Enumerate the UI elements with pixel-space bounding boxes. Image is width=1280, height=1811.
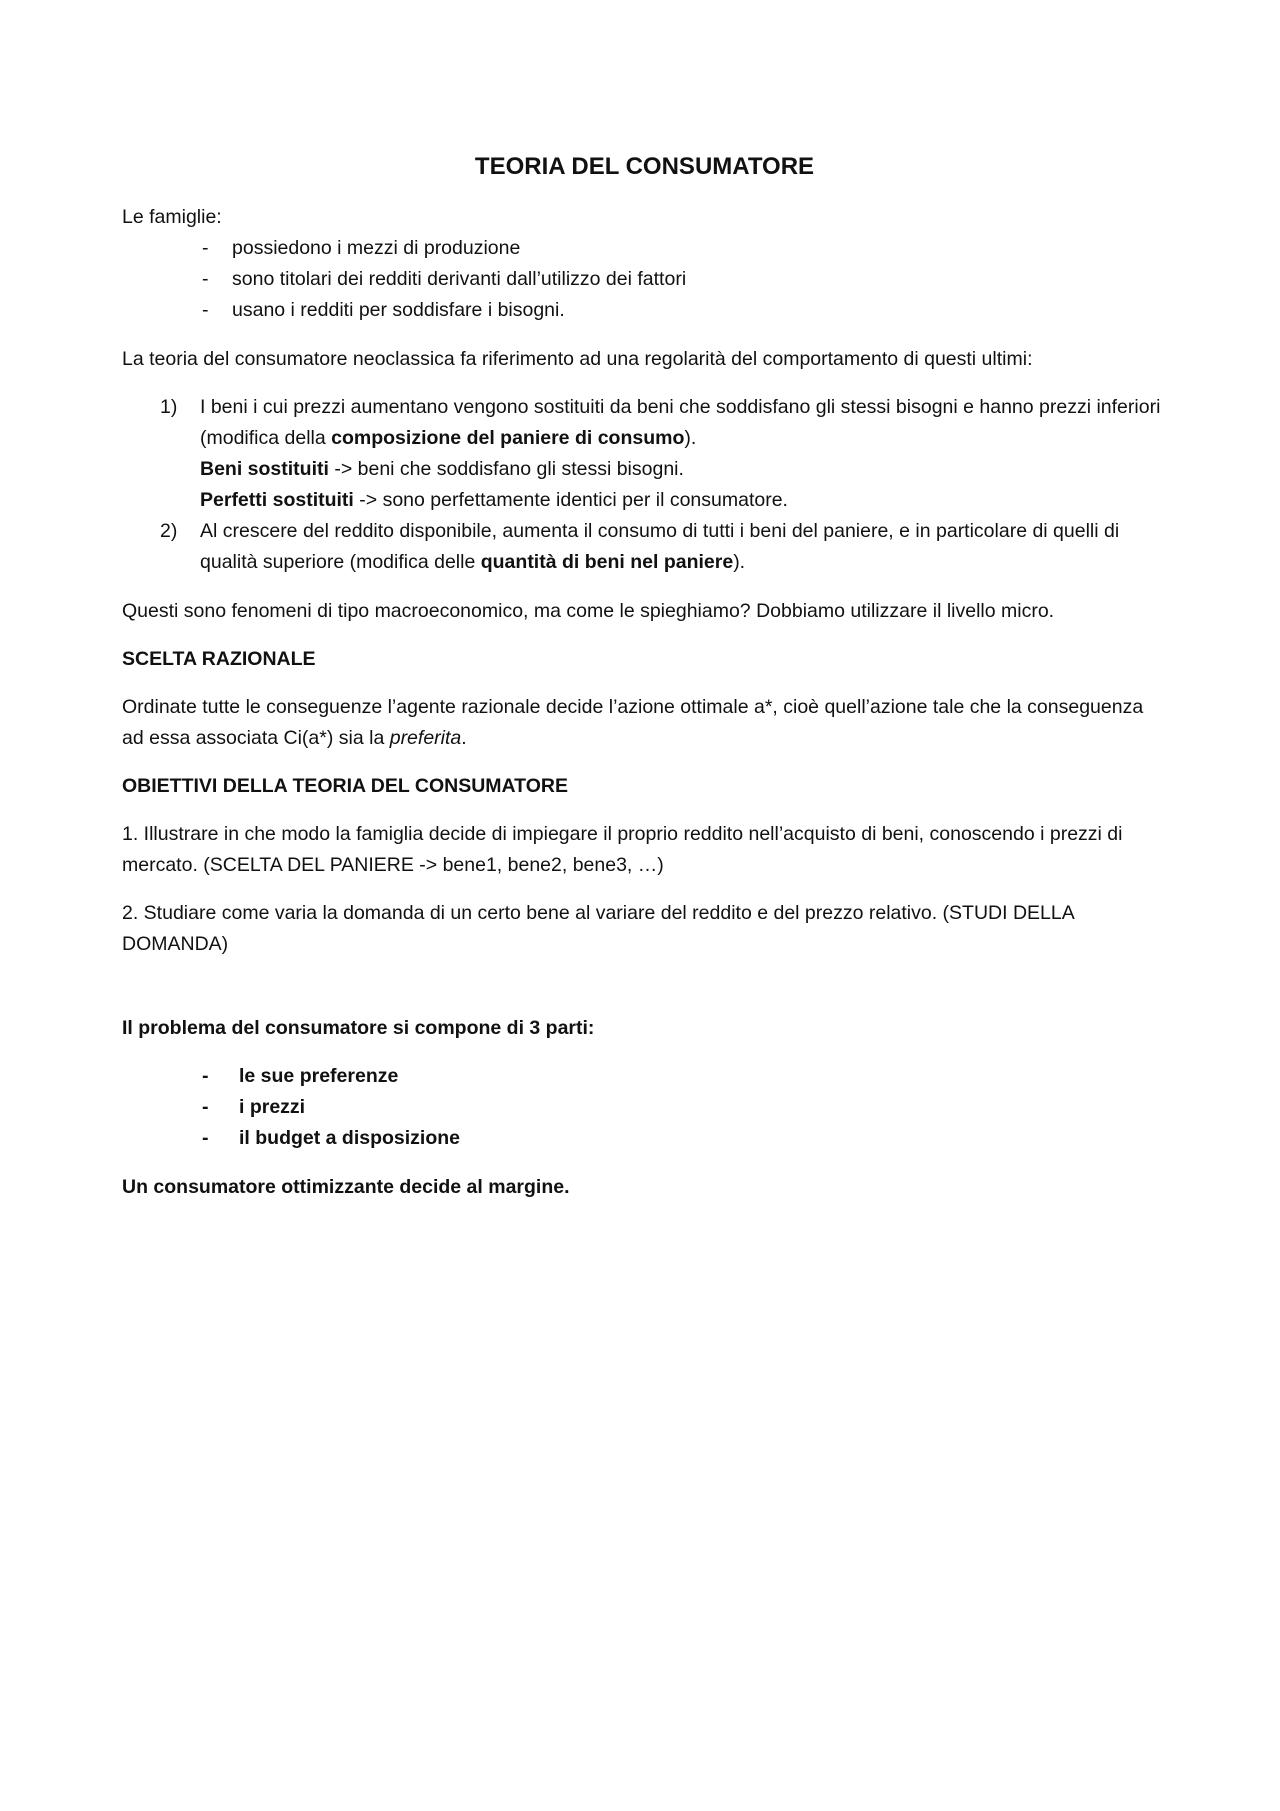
regolarita-list — [122, 392, 1167, 578]
scelta-razionale-heading: SCELTA RAZIONALE — [122, 648, 316, 670]
teoria-paragraph: La teoria del consumatore neoclassica fa riferimento ad una regolarità del comportamento di questi ultimi: — [122, 348, 1033, 370]
problema-list — [122, 1061, 1167, 1154]
scelta-paragraph: Ordinate tutte le conseguenze l’agente razionale decide l’azione ottimale a*, cioè quell’azione tale che la conseguenza ad essa associata Ci(a*) sia la preferita. — [122, 696, 1144, 749]
document-page — [122, 150, 1167, 1220]
beni-sostituiti-label: Beni sostituiti — [200, 458, 329, 480]
list-item: - i prezzi — [202, 1096, 306, 1118]
famiglie-list — [122, 233, 1167, 326]
page-title: TEORIA DEL CONSUMATORE — [474, 153, 815, 180]
intro-text: Le famiglie: — [122, 206, 222, 228]
obiettivo-2: 2. Studiare come varia la domanda di un certo bene al variare del reddito e del prezzo relativo. (STUDI DELLA DOMANDA) — [122, 902, 1074, 955]
obiettivi-heading: OBIETTIVI DELLA TEORIA DEL CONSUMATORE — [122, 775, 568, 797]
list-item: - usano i redditi per soddisfare i bisogni. — [202, 299, 565, 321]
spacer — [122, 977, 1167, 1013]
list-item: - possiedono i mezzi di produzione — [202, 237, 521, 259]
obiettivo-1: 1. Illustrare in che modo la famiglia decide di impiegare il proprio reddito nell’acquisto di beni, conoscendo i prezzi di mercato. (SCELTA DEL PANIERE -> bene1, bene2, bene3, …) — [122, 823, 1123, 876]
list-item: - il budget a disposizione — [202, 1127, 461, 1149]
perfetti-sostituiti-label: Perfetti sostituiti — [200, 489, 354, 511]
list-item-2: 2) Al crescere del reddito disponibile, aumenta il consumo di tutti i beni del paniere, e in particolare di quelli di qualità superiore (modifica delle quantità di beni nel paniere). — [160, 520, 1120, 573]
macro-paragraph: Questi sono fenomeni di tipo macroeconomico, ma come le spieghiamo? Dobbiamo utilizzare il livello micro. — [122, 600, 1055, 622]
problema-heading: Il problema del consumatore si compone di 3 parti: — [122, 1017, 595, 1039]
list-item: - sono titolari dei redditi derivanti dall’utilizzo dei fattori — [202, 268, 687, 290]
list-item-1: 1) I beni i cui prezzi aumentano vengono sostituiti da beni che soddisfano gli stessi bisogni e hanno prezzi inferiori (modifica della composizione del paniere di consumo). Beni sostituiti -> beni che soddisfano gli stessi bisogni. Perfetti sostituiti -> sono perfettamente identici per il consumatore. — [160, 396, 1161, 511]
conclusione-text: Un consumatore ottimizzante decide al margine. — [122, 1176, 570, 1198]
list-item: - le sue preferenze — [202, 1065, 399, 1087]
